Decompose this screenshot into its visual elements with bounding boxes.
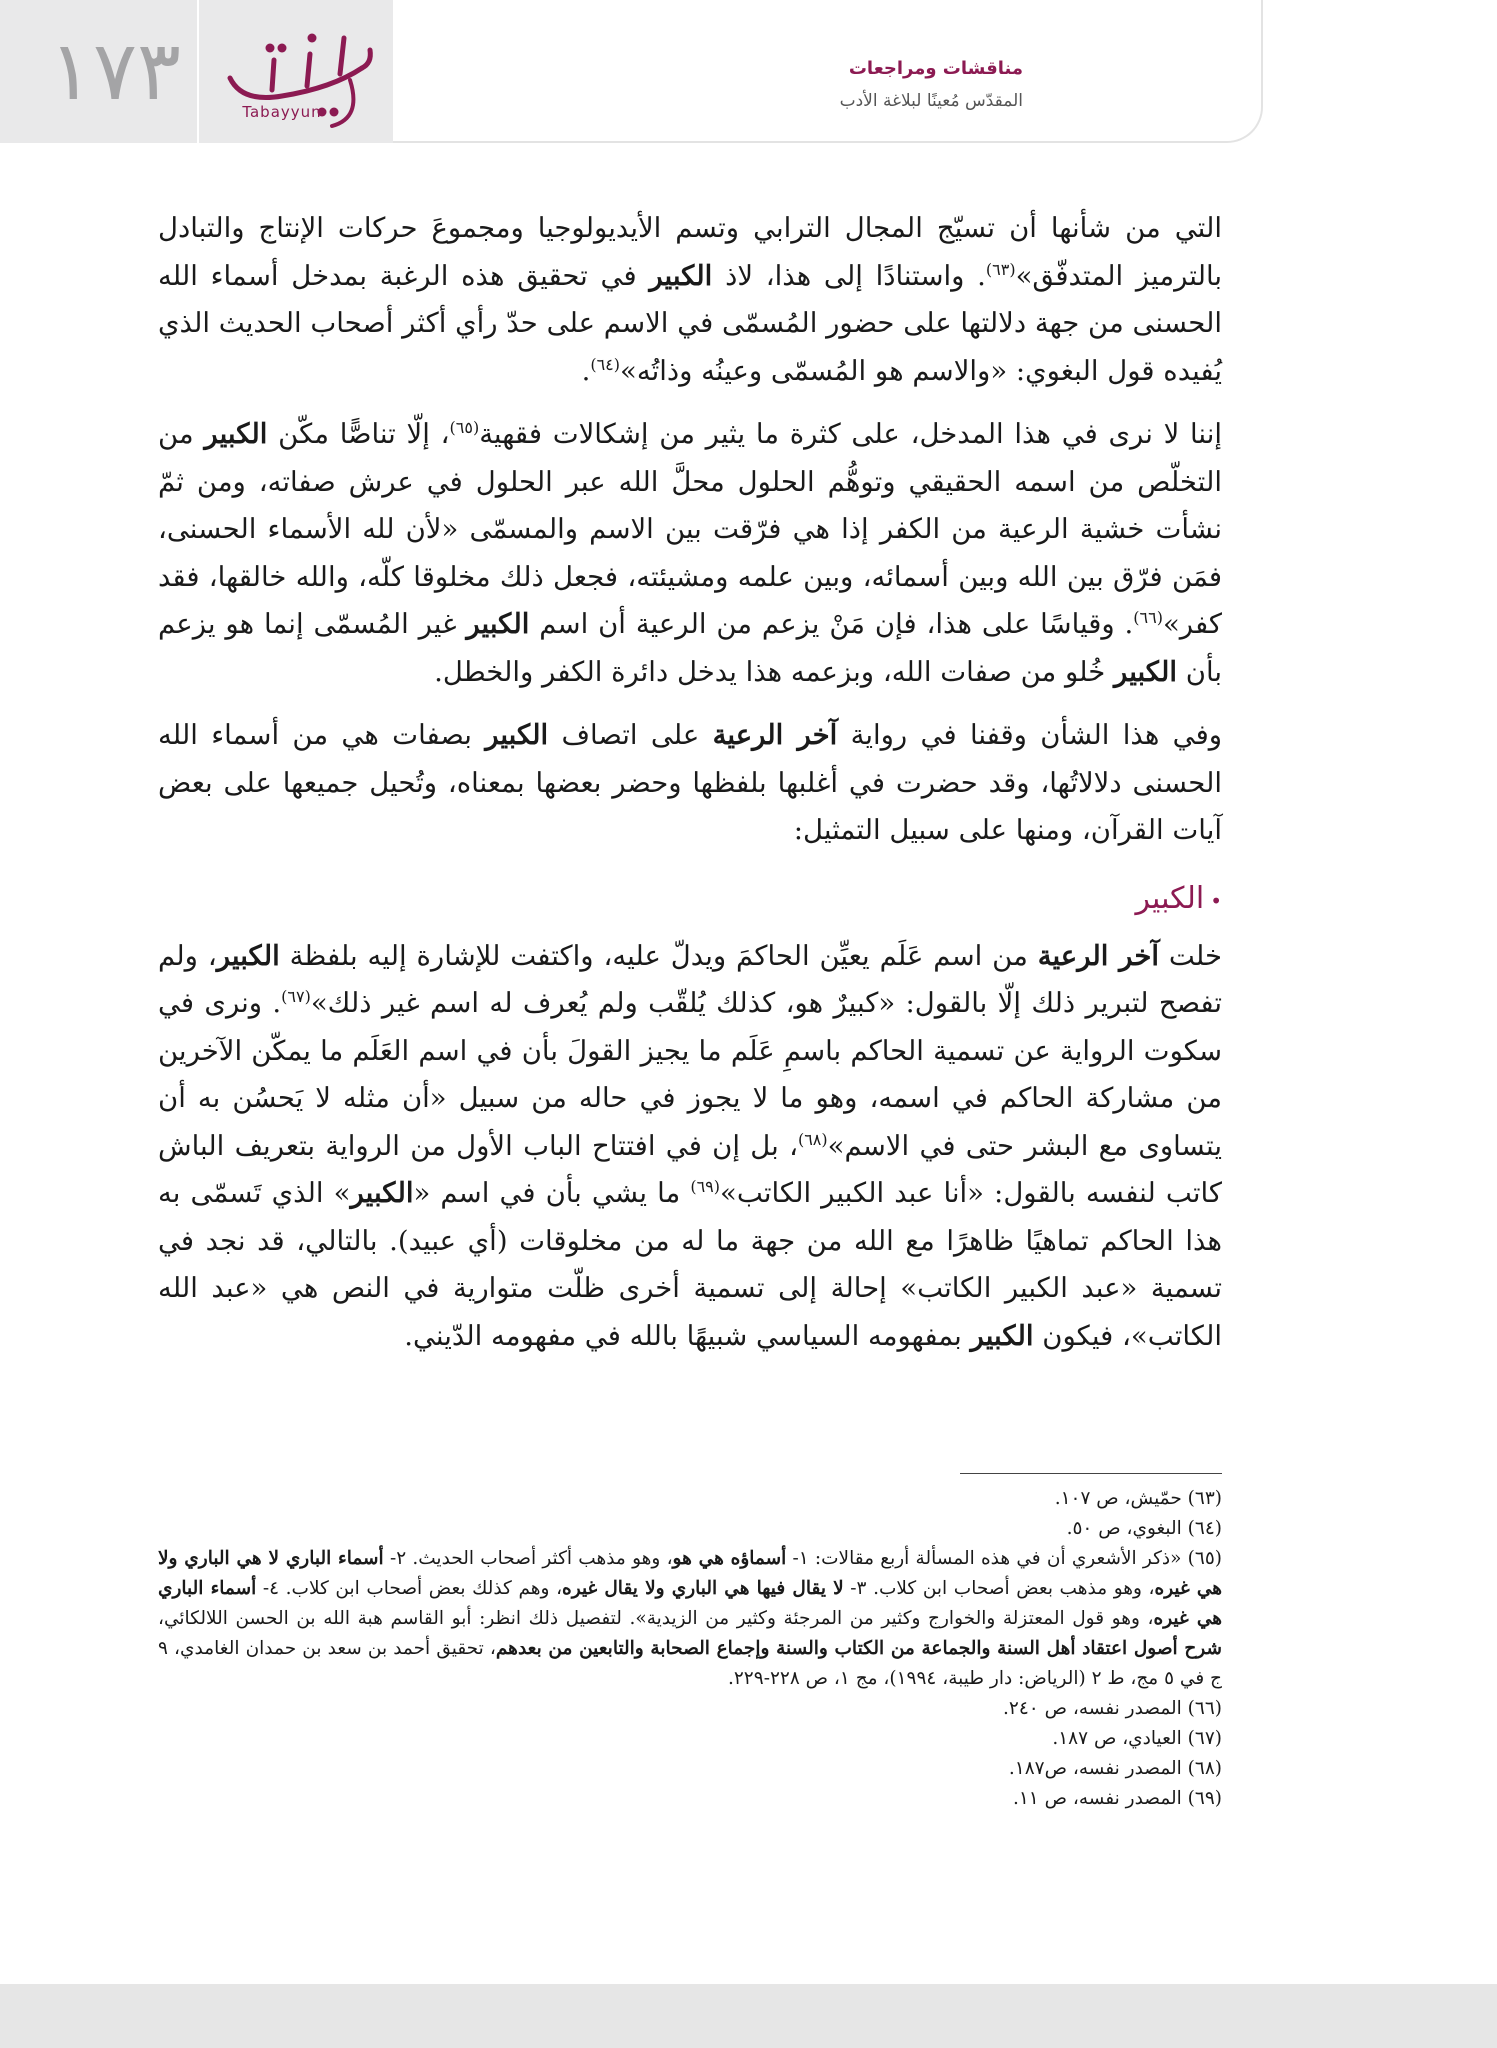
paragraph-1: التي من شأنها أن تسيّج المجال الترابي وتسم الأيديولوجيا ومجموعَ حركات الإنتاج والتبادل بالترميز المتدفّق»$^{(٦٣)}$. واستنادًا إلى هذا، لاذ الكبير في تحقيق هذه الرغبة بمدخل أسماء الله الحسنى من جهة دلالتها على حضور المُسمّى في الاسم على حدّ رأي أكثر أصحاب الحديث الذي يُفيده قول البغوي: «والاسم هو المُسمّى وعينُه وذاتُه»$^{(٦٤)}$.	[158, 212, 1222, 387]
subheading: •الكبير	[1135, 880, 1222, 916]
section-subtitle: المقدّس مُعينًا لبلاغة الأدب	[839, 91, 1023, 111]
footnote-ref-65[interactable]: (٦٥)	[449, 417, 480, 437]
footnote-ref-66[interactable]: (٦٦)	[1133, 607, 1163, 627]
footnote-separator	[960, 1473, 1222, 1474]
footnote-66: (٦٦) المصدر نفسه، ص ٢٤٠.	[1003, 1698, 1222, 1719]
footnote-67: (٦٧) العيادي، ص ١٨٧.	[1052, 1728, 1222, 1749]
paragraph-2: إننا لا نرى في هذا المدخل، على كثرة ما يثير من إشكالات فقهية$^{(٦٥)}$، إلّا تناصًّا مكّن الكبير من التخلّص من اسمه الحقيقي وتوهُّم الحلول محلَّ الله عبر الحلول في عرش صفاته، ومن ثمّ نشأت خشية الرعية من الكفر إذا هي فرّقت بين الاسم والمسمّى «لأن لله الأسماء الحسنى، فمَن فرّق بين الله وبين أسمائه، وبين علمه ومشيئته، فجعل ذلك مخلوقا كلّه، والله خالقها، فقد كفر»$^{(٦٦)}$. وقياسًا على هذا، فإن مَنْ يزعم من الرعية أن اسم الكبير غير المُسمّى إنما هو يزعم بأن الكبير خُلو من صفات الله، وبزعمه هذا يدخل دائرة الكفر والخطل.	[158, 417, 1223, 688]
footnote-65: (٦٥) «ذكر الأشعري أن في هذه المسألة أربع مقالات: ١- أسماؤه هي هو، وهو مذهب أكثر أصحاب الحديث. ٢- أسماء الباري لا هي الباري ولا هي غيره، وهو مذهب بعض أصحاب ابن كلاب. ٣- لا يقال فيها هي الباري ولا يقال غيره، وهم كذلك بعض أصحاب ابن كلاب. ٤- أسماء الباري هي غيره، وهو قول المعتزلة والخوارج وكثير من المرجئة وكثير من الزيدية». لتفصيل ذلك انظر: أبو القاسم هبة الله بن الحسن اللالكائي، شرح أصول اعتقاد أهل السنة والجماعة من الكتاب والسنة وإجماع الصحابة والتابعين من بعدهم، تحقيق أحمد بن سعد بن حمدان الغامدي، ٩ ج في ٥ مج، ط ٢ (الرياض: دار طيبة، ١٩٩٤)، مج ١، ص ٢٢٨-٢٢٩.	[158, 1548, 1223, 1689]
bullet-icon: •	[1210, 888, 1222, 913]
footnote-ref-69[interactable]: (٦٩)	[690, 1176, 721, 1196]
footer-band	[0, 1984, 1497, 2048]
section-title: مناقشات ومراجعات	[848, 58, 1023, 79]
footnote-64: (٦٤) البغوي، ص ٥٠.	[1066, 1518, 1222, 1539]
footnote-ref-68[interactable]: (٦٨)	[797, 1129, 828, 1149]
footnote-ref-64[interactable]: (٦٤)	[590, 354, 621, 374]
footnotes	[158, 1484, 1222, 1814]
paragraph-3: وفي هذا الشأن وقفنا في رواية آخر الرعية على اتصاف الكبير بصفات هي من أسماء الله الحسنى دلالاتُها، وقد حضرت في أغلبها بلفظها وحضر بعضها بمعناه، وتُحيل جميعها على بعض آيات القرآن، ومنها على سبيل التمثيل:	[158, 719, 1223, 846]
footnote-63: (٦٣) حمّيش، ص ١٠٧.	[1054, 1488, 1222, 1509]
logo-latin-text: Tabayyun	[242, 103, 322, 121]
page-number: ١٧٣	[48, 24, 182, 119]
footnote-ref-67[interactable]: (٦٧)	[281, 986, 311, 1006]
paragraph-4: خلت آخر الرعية من اسم عَلَم يعيِّن الحاكمَ ويدلّ عليه، واكتفت للإشارة إليه بلفظة الكبير، ولم تفصح لتبرير ذلك إلّا بالقول: «كبيرٌ هو، كذلك يُلقّب ولم يُعرف له اسم غير ذلك»$^{(٦٧)}$. ونرى في سكوت الرواية عن تسمية الحاكم باسمِ عَلَم ما يجيز القولَ بأن في اسم العَلَم ما يمكّن الآخرين من مشاركة الحاكم في اسمه، وهو ما لا يجوز في حاله من سبيل «أن مثله لا يَحسُن به أن يتساوى مع البشر حتى في الاسم»$^{(٦٨)}$، بل إن في افتتاح الباب الأول من الرواية بتعريف الباش كاتب لنفسه بالقول: «أنا عبد الكبير الكاتب»$^{(٦٩)}$ ما يشي بأن في اسم «الكبير» الذي تَسمّى به هذا الحاكم تماهيًا ظاهرًا مع الله من جهة ما له من مخلوقات (أي عبيد). بالتالي، قد نجد في تسمية «عبد الكبير الكاتب» إحالة إلى تسمية أخرى ظلّت متوارية في النص هي «عبد الله الكاتب»، فيكون الكبير بمفهومه السياسي شبيهًا بالله في مفهومه الدّيني.	[158, 939, 1223, 1352]
article-body	[158, 205, 1222, 1360]
footnote-ref-63[interactable]: (٦٣)	[985, 259, 1016, 279]
header-divider	[197, 0, 199, 143]
header-right-panel	[393, 0, 1263, 143]
footnote-69: (٦٩) المصدر نفسه، ص ١١.	[1012, 1788, 1222, 1809]
footnote-68: (٦٨) المصدر نفسه، ص١٨٧.	[1008, 1758, 1222, 1779]
